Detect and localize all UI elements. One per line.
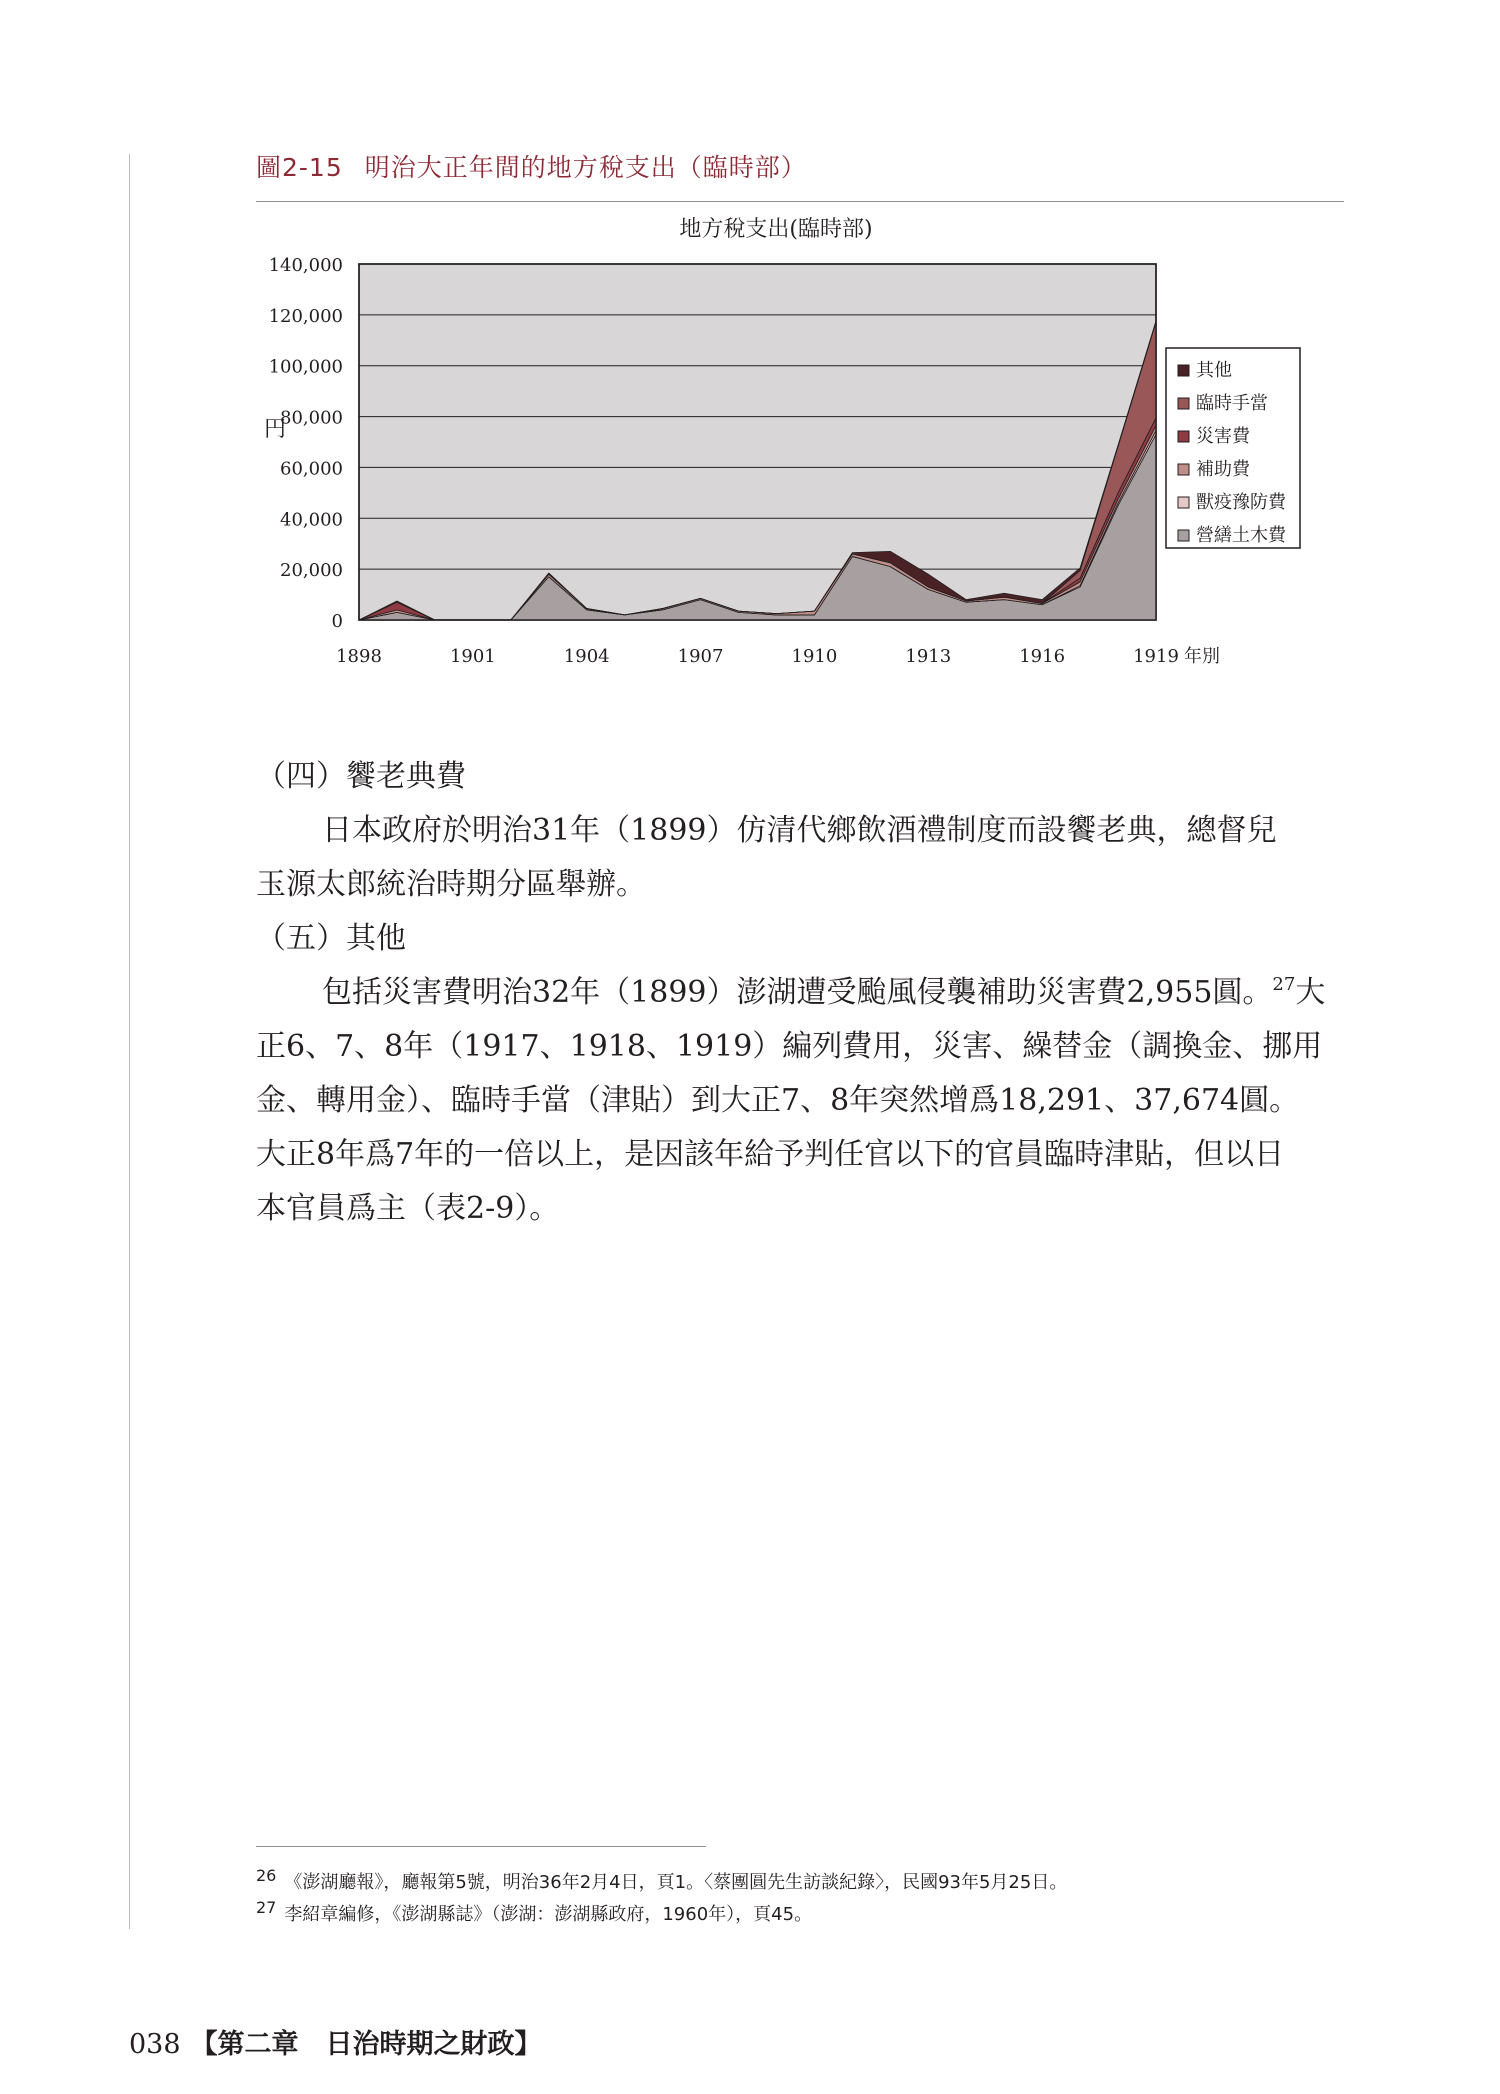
y-tick-label: 80,000 — [280, 407, 343, 429]
legend-label: 營繕土木費 — [1196, 525, 1286, 546]
chart-title: 地方稅支出(臨時部) — [679, 217, 873, 242]
body-text-line — [322, 967, 1325, 1011]
x-axis-label: 年別 — [1184, 646, 1220, 667]
y-tick-label: 120,000 — [268, 305, 343, 327]
figure-title: 明治大正年間的地方稅支出（臨時部） — [364, 153, 807, 182]
y-tick-label: 100,000 — [268, 356, 343, 378]
y-tick-label: 140,000 — [268, 255, 343, 276]
stacked-area-chart — [256, 206, 1316, 676]
caption-rule — [256, 201, 1344, 202]
body-text-line: 正6、7、8年（1917、1918、1919）編列費用，災害、繰替金（調換金、挪用 — [256, 1029, 1323, 1064]
margin-rule — [129, 154, 130, 1929]
y-tick-label: 60,000 — [280, 458, 343, 480]
footnote-ref-27[interactable]: 27 — [1272, 974, 1296, 995]
legend-label: 補助費 — [1196, 459, 1250, 480]
x-tick-label: 1910 — [791, 646, 838, 667]
y-axis-label: 円 — [264, 417, 287, 442]
legend-swatch — [1178, 398, 1189, 409]
legend-label: 臨時手當 — [1196, 393, 1268, 414]
figure-caption — [256, 148, 807, 184]
footnote-rule — [256, 1846, 706, 1847]
body-text-line: 日本政府於明治31年（1899）仿清代鄉飲酒禮制度而設饗老典，總督兒 — [322, 813, 1277, 848]
y-axis-ticks — [269, 255, 343, 632]
page-number: 038 — [129, 2029, 181, 2060]
page-footer — [129, 2022, 542, 2061]
section-heading-5: （五）其他 — [256, 921, 406, 956]
footnote-number: 26 — [256, 1866, 277, 1885]
body-text-line: 玉源太郎統治時期分區舉辦。 — [256, 867, 646, 902]
x-tick-label: 1919 — [1133, 646, 1179, 667]
legend-label: 獸疫豫防費 — [1196, 492, 1286, 513]
x-tick-label: 1913 — [905, 646, 952, 667]
footnote-text: 《澎湖廳報》，廳報第5號，明治36年2月4日，頁1。〈蔡團圓先生訪談紀錄〉，民國93年5月25日。 — [284, 1872, 1068, 1893]
legend-label: 災害費 — [1196, 426, 1250, 447]
legend-swatch — [1178, 464, 1189, 475]
x-tick-label: 1898 — [336, 646, 382, 667]
body-text-line: 大正8年爲7年的一倍以上，是因該年給予判任官以下的官員臨時津貼，但以日 — [256, 1137, 1285, 1172]
x-tick-label: 1907 — [677, 646, 724, 667]
body-text-line: 本官員爲主（表2-9）。 — [256, 1191, 560, 1226]
x-tick-label: 1916 — [1019, 646, 1066, 667]
legend-swatch — [1178, 365, 1189, 376]
x-axis-ticks — [336, 646, 1179, 667]
body-text-line: 金、轉用金）、臨時手當（津貼）到大正7、8年突然增爲18,291、37,674圓。 — [256, 1083, 1300, 1118]
footnote-text: 李紹章編修，《澎湖縣誌》（澎湖：澎湖縣政府，1960年），頁45。 — [284, 1904, 813, 1925]
legend-swatch — [1178, 431, 1189, 442]
footnote-27 — [256, 1898, 812, 1926]
y-tick-label: 0 — [331, 611, 343, 632]
y-tick-label: 40,000 — [280, 509, 343, 531]
body-text-segment: 大 — [1295, 975, 1326, 1010]
footnote-number: 27 — [256, 1898, 277, 1917]
figure-number: 圖2-15 — [256, 153, 343, 182]
legend-label: 其他 — [1196, 360, 1232, 381]
x-tick-label: 1901 — [449, 646, 496, 667]
y-tick-label: 20,000 — [280, 560, 343, 582]
legend-swatch — [1178, 497, 1189, 508]
x-tick-label: 1904 — [563, 646, 610, 667]
body-text-segment: 包括災害費明治32年（1899）澎湖遭受颱風侵襲補助災害費2,955圓。 — [322, 975, 1273, 1010]
chapter-title: 【第二章 日治時期之財政】 — [190, 2029, 542, 2060]
plot-area — [359, 264, 1156, 620]
section-heading-4: （四）饗老典費 — [256, 759, 466, 794]
footnote-26 — [256, 1866, 1067, 1894]
legend-swatch — [1178, 530, 1189, 541]
legend — [1166, 348, 1300, 548]
